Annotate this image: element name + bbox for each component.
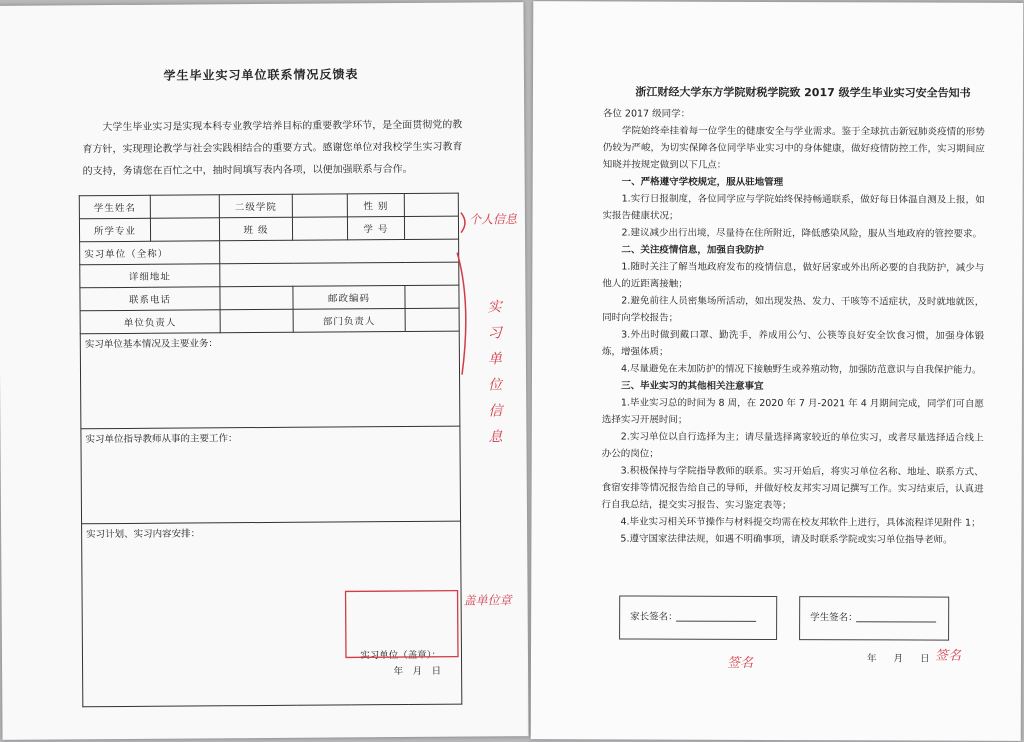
notice-paragraph: 1.毕业实习总的时间为 8 周，在 2020 年 7 月-2021 年 4 月期间完成，同学们可自愿选择实习开展时间； bbox=[601, 397, 984, 426]
student-name-label: 学生姓名 bbox=[79, 195, 150, 218]
notice-paragraph: 4.毕业实习相关环节操作与材料提交均需在校友邦软件上进行，具体流程详见附件 1； bbox=[620, 516, 981, 529]
notice-paragraph: 2.实习单位以自行选择为主；请尽量选择离家较近的单位实习，或者尽量选择适合线上办公的岗位； bbox=[601, 431, 984, 460]
stamp-date: 年 月 日 bbox=[393, 665, 442, 678]
handwriting-stamp-note: 盖单位章 bbox=[463, 593, 512, 608]
feedback-form-page bbox=[0, 2, 529, 740]
postcode-label: 邮政编码 bbox=[293, 286, 405, 310]
form-intro: 大学生毕业实习是实现本科专业教学培养目标的重要教学环节，是全面贯彻党的教育方针，实现理论教学与社会实践相结合的重要方式。感谢您单位对我校学生实习教育的支持，务请您在百忙之中，抽时间填写表内各项，以便加强联系与合作。 bbox=[82, 119, 463, 178]
notice-title: 浙江财经大学东方学院财税学院致 2017 级学生毕业实习安全告知书 bbox=[635, 85, 971, 100]
college-label: 二级学院 bbox=[219, 194, 292, 218]
notice-section-heading: 三、毕业实习的其他相关注意事宜 bbox=[620, 380, 764, 392]
class-label: 班 级 bbox=[219, 217, 292, 241]
notice-section-heading: 一、严格遵守学校规定，服从驻地管理 bbox=[621, 176, 784, 189]
notice-greeting: 各位 2017 级同学： bbox=[602, 108, 691, 120]
tutor-work-label: 实习单位指导教师从事的主要工作： bbox=[85, 433, 238, 446]
notice-paragraph: 3.积极保持与学院指导教师的联系。实习开始后，将实习单位名称、地址、联系方式、食宿安排等情况报告给自己的导师，并做好校友邦实习周记撰写工作。实习结束后，认真进行自我总结，提交实习报告、实习鉴定表等； bbox=[601, 465, 984, 512]
notice-paragraph: 2.避免前往人员密集场所活动，如出现发热、发力、干咳等不适症状，及时就地就医，同时向学校报告； bbox=[602, 295, 985, 324]
notice-paragraph: 3.外出时做到戴口罩、勤洗手，养成用公勺、公筷等良好安全饮食习惯，加强身体锻炼，增强体质； bbox=[602, 329, 985, 358]
student-id-label: 学 号 bbox=[347, 217, 404, 240]
unit-head-label: 单位负责人 bbox=[80, 310, 220, 334]
unit-name-label: 实习单位（全称） bbox=[80, 241, 220, 265]
address-label: 详细地址 bbox=[80, 264, 220, 288]
dept-head-label: 部门负责人 bbox=[293, 309, 405, 333]
unit-info-label: 实习单位基本情况及主要业务： bbox=[84, 338, 218, 351]
gender-label: 性 别 bbox=[347, 194, 404, 217]
parent-sign-label: 家长签名： bbox=[630, 611, 678, 623]
parent-sign-box[interactable] bbox=[619, 595, 777, 640]
phone-label: 联系电话 bbox=[80, 287, 220, 311]
notice-paragraph: 1.随时关注了解当地政府发布的疫情信息，做好居家或外出所必要的自我防护，减少与他人的近距离接触； bbox=[602, 261, 985, 290]
safety-notice-page bbox=[531, 1, 1024, 741]
stamp-label: 实习单位（盖章）： bbox=[360, 649, 442, 662]
student-sign-label: 学生签名： bbox=[810, 612, 858, 624]
plan-label: 实习计划、实习内容安排： bbox=[86, 528, 201, 541]
notice-section-heading: 二、关注疫情信息，加强自我防护 bbox=[621, 244, 764, 256]
handwriting-date-signature: 签名 bbox=[934, 648, 962, 664]
handwriting-parent-signature: 签名 bbox=[726, 655, 754, 671]
notice-paragraph: 1.实行日报制度，各位同学应与学院始终保持畅通联系，做好每日体温自测及上报，如实报告健康状况； bbox=[602, 193, 985, 222]
notice-paragraph: 学院始终牵挂着每一位学生的健康安全与学业需求。鉴于全球抗击新冠肺炎疫情的形势仍较为严峻，为切实保障各位同学毕业实习中的身体健康，做好疫情防控工作，实习期间应知晓并按规定做到以下几点： bbox=[602, 125, 985, 171]
notice-body bbox=[601, 105, 985, 548]
handwriting-unit-info: 实习单位信息 bbox=[487, 299, 503, 446]
notice-date: 年 月 日 bbox=[866, 653, 930, 665]
notice-paragraph: 2.建议减少出行出境，尽量待在住所附近，降低感染风险，服从当地政府的管控要求。 bbox=[621, 227, 983, 240]
handwritten-brackets bbox=[0, 2, 529, 740]
student-sign-box[interactable] bbox=[799, 596, 949, 641]
notice-paragraph: 5.遵守国家法律法规，如遇不明确事项，请及时联系学院或实习单位指导老师。 bbox=[620, 533, 953, 546]
notice-paragraph: 4.尽量避免在未加防护的情况下接触野生或养殖动物，加强防范意识与自我保护能力。 bbox=[620, 363, 982, 376]
major-label: 所学专业 bbox=[79, 218, 150, 241]
handwriting-personal-info: 个人信息 bbox=[468, 212, 518, 227]
form-title: 学生毕业实习单位联系情况反馈表 bbox=[163, 67, 359, 83]
